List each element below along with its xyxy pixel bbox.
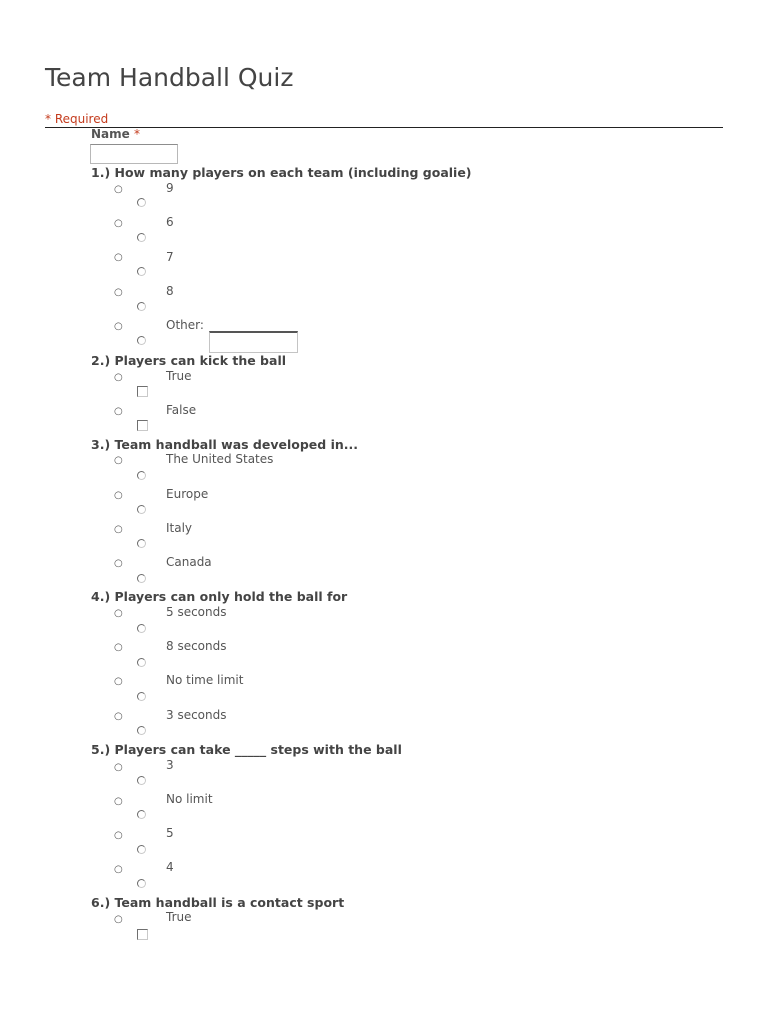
list-bullet: ○ [114,914,123,925]
q1-option-8-radio[interactable] [137,302,146,311]
q1-option-label: 6 [166,215,174,229]
list-bullet: ○ [114,455,123,466]
list-bullet: ○ [114,321,123,332]
question-2-title: 2.) Players can kick the ball [91,353,287,368]
q4-option-label: 3 seconds [166,708,227,722]
q1-option-label: Other: [166,318,204,332]
question-1-title: 1.) How many players on each team (including goalie) [91,165,472,180]
q4-option-8-seconds-radio[interactable] [137,658,146,667]
list-bullet: ○ [114,676,123,687]
q5-option-no-limit-radio[interactable] [137,810,146,819]
form-title: Team Handball Quiz [45,63,294,92]
q5-option-4-radio[interactable] [137,879,146,888]
list-bullet: ○ [114,762,123,773]
q1-option-6-radio[interactable] [137,233,146,242]
question-5-title: 5.) Players can take _____ steps with the ball [91,742,402,757]
q1-option-7-radio[interactable] [137,267,146,276]
q2-option-label: False [166,403,197,417]
required-note: * Required [45,112,109,126]
q3-option-label: Europe [166,487,209,501]
list-bullet: ○ [114,864,123,875]
q6-option-label: True [166,910,192,924]
required-asterisk: * [133,127,140,141]
q1-other-text-input[interactable] [209,331,298,353]
name-input[interactable] [90,144,178,164]
q5-option-label: No limit [166,792,213,806]
q2-option-true-checkbox[interactable] [137,386,148,397]
q3-option-united-states-radio[interactable] [137,471,146,480]
q1-option-other-radio[interactable] [137,336,146,345]
q2-option-label: True [166,369,192,383]
q1-option-label: 9 [166,181,174,195]
list-bullet: ○ [114,711,123,722]
q1-option-9-radio[interactable] [137,198,146,207]
list-bullet: ○ [114,608,123,619]
question-4-title: 4.) Players can only hold the ball for [91,589,348,604]
list-bullet: ○ [114,372,123,383]
q5-option-label: 5 [166,826,174,840]
q3-option-label: Italy [166,521,193,535]
q3-option-label: Canada [166,555,212,569]
name-label [91,127,140,142]
header-divider [45,127,723,128]
list-bullet: ○ [114,796,123,807]
list-bullet: ○ [114,490,123,501]
list-bullet: ○ [114,558,123,569]
q4-option-5-seconds-radio[interactable] [137,624,146,633]
list-bullet: ○ [114,524,123,535]
q3-option-canada-radio[interactable] [137,574,146,583]
q3-option-label: The United States [166,452,274,466]
q5-option-5-radio[interactable] [137,845,146,854]
q1-option-label: 7 [166,250,174,264]
q4-option-label: No time limit [166,673,244,687]
q2-option-false-checkbox[interactable] [137,420,148,431]
list-bullet: ○ [114,642,123,653]
q4-option-label: 8 seconds [166,639,227,653]
question-6-title: 6.) Team handball is a contact sport [91,895,345,910]
q1-option-label: 8 [166,284,174,298]
list-bullet: ○ [114,218,123,229]
name-label-text: Name [91,127,130,141]
list-bullet: ○ [114,406,123,417]
list-bullet: ○ [114,830,123,841]
q5-option-label: 4 [166,860,174,874]
question-3-title: 3.) Team handball was developed in... [91,437,359,452]
q5-option-3-radio[interactable] [137,776,146,785]
q5-option-label: 3 [166,758,174,772]
q3-option-europe-radio[interactable] [137,505,146,514]
q4-option-label: 5 seconds [166,605,227,619]
q6-option-true-checkbox[interactable] [137,929,148,940]
q3-option-italy-radio[interactable] [137,539,146,548]
q4-option-3-seconds-radio[interactable] [137,726,146,735]
list-bullet: ○ [114,287,123,298]
list-bullet: ○ [114,252,123,263]
q4-option-no-time-limit-radio[interactable] [137,692,146,701]
list-bullet: ○ [114,184,123,195]
